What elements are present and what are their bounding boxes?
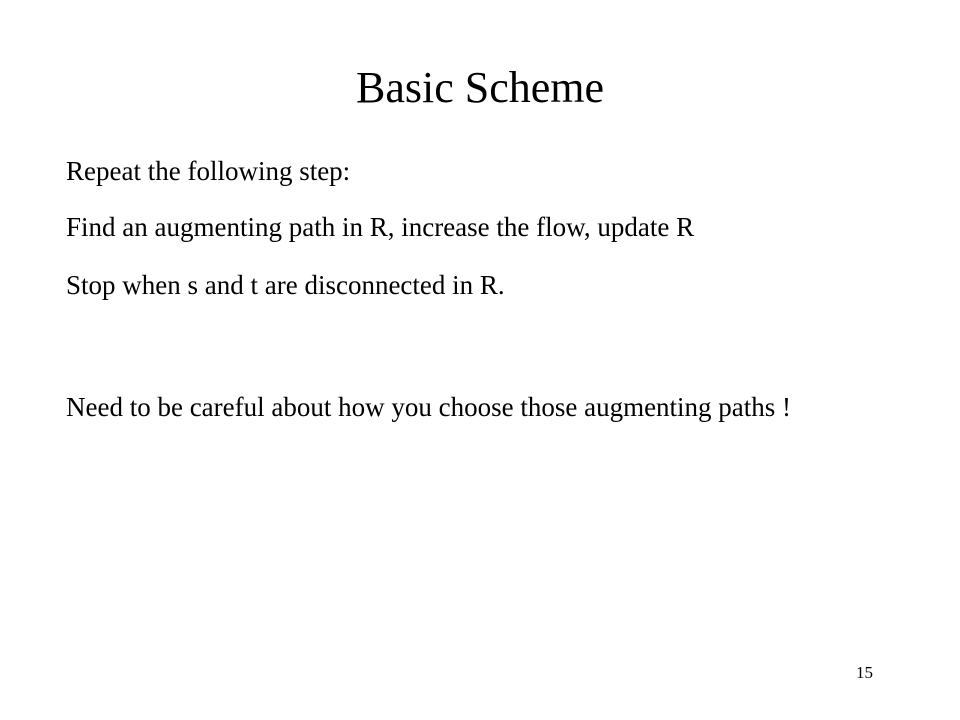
caution-note: Need to be careful about how you choose those augmenting paths !	[66, 392, 792, 422]
slide-title: Basic Scheme	[355, 63, 605, 112]
stop-condition-text: Stop when s and t are disconnected in R.	[66, 270, 505, 300]
augmenting-step-text: Find an augmenting path in R, increase the flow, update R	[66, 212, 695, 242]
step-intro-text: Repeat the following step:	[66, 156, 351, 186]
page-number: 15	[856, 663, 873, 682]
